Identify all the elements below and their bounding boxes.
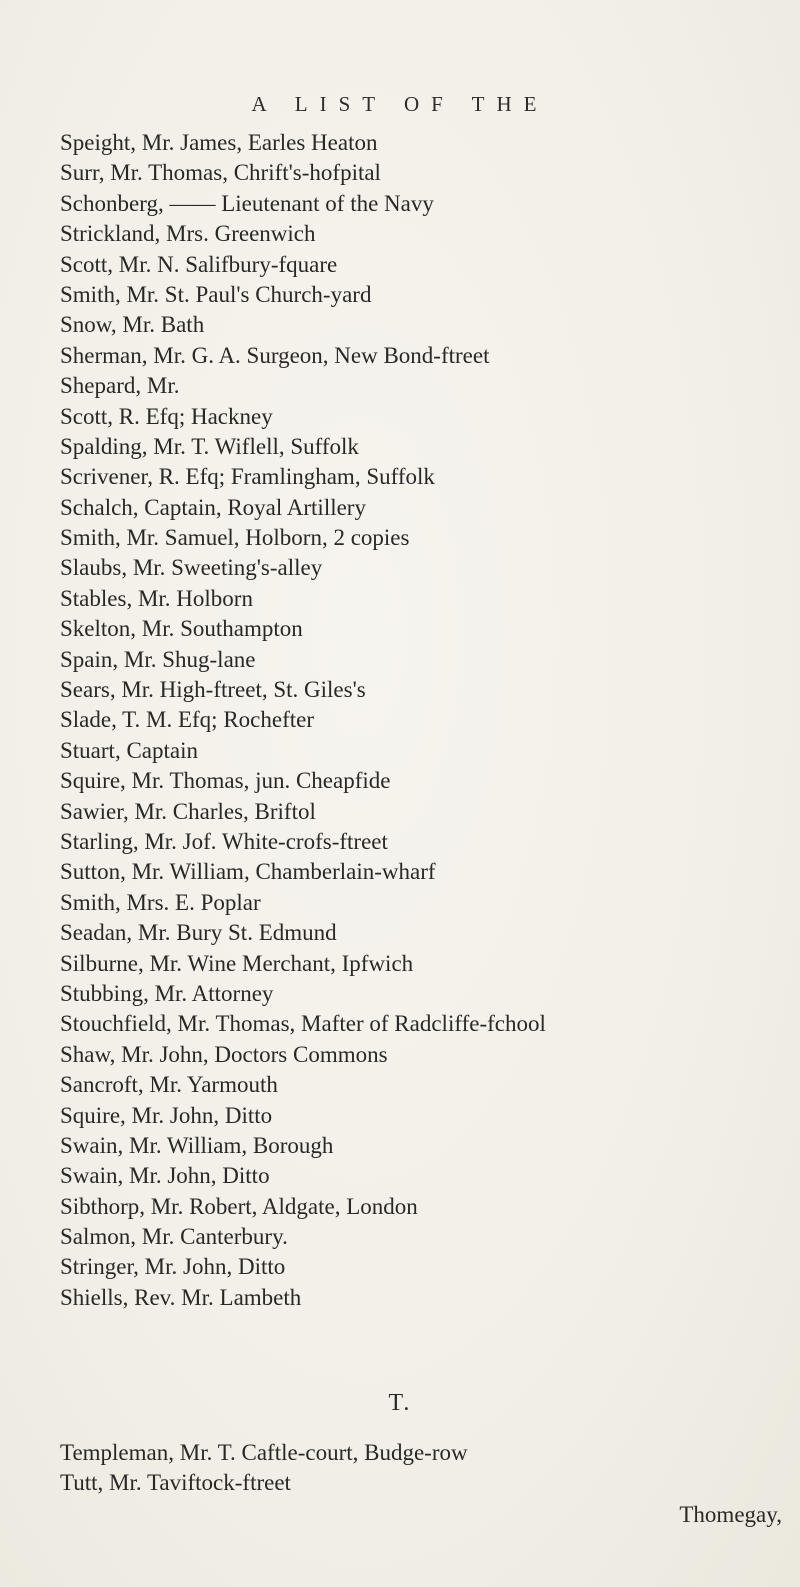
list-entry: Templeman, Mr. T. Caftle-court, Budge-row: [60, 1440, 468, 1465]
list-entry: Speight, Mr. James, Earles Heaton: [60, 130, 378, 155]
list-entry: Sancroft, Mr. Yarmouth: [60, 1072, 278, 1098]
catchword: Thomegay,: [679, 1502, 782, 1527]
list-entry: Squire, Mr. Thomas, jun. Cheapfide: [60, 768, 391, 794]
list-entry: Schalch, Captain, Royal Artillery: [60, 494, 366, 520]
list-entry: Scott, Mr. N. Salifbury-fquare: [60, 251, 338, 277]
list-entry: Shiells, Rev. Mr. Lambeth: [60, 1284, 302, 1310]
list-entry: Snow, Mr. Bath: [60, 312, 205, 338]
subscriber-list-t: [60, 1438, 790, 1499]
list-entry: Squire, Mr. John, Ditto: [60, 1102, 273, 1128]
list-entry: Swain, Mr. John, Ditto: [60, 1163, 270, 1189]
list-entry: Stringer, Mr. John, Ditto: [60, 1254, 286, 1280]
list-entry: Salmon, Mr. Canterbury.: [60, 1224, 288, 1250]
list-entry: Slaubs, Mr. Sweeting's-alley: [60, 555, 323, 581]
list-entry: Smith, Mr. St. Paul's Church-yard: [60, 281, 372, 307]
list-entry: Stables, Mr. Holborn: [60, 585, 253, 611]
list-entry: Strickland, Mrs. Greenwich: [60, 221, 316, 247]
list-entry: Sears, Mr. High-ftreet, St. Giles's: [60, 677, 366, 703]
list-entry: Scott, R. Efq; Hackney: [60, 403, 273, 429]
list-entry: Sutton, Mr. William, Chamberlain-wharf: [60, 859, 436, 885]
list-entry: Shaw, Mr. John, Doctors Commons: [60, 1041, 388, 1067]
list-entry: Smith, Mr. Samuel, Holborn, 2 copies: [60, 525, 410, 551]
list-entry: Sherman, Mr. G. A. Surgeon, New Bond-ftreet: [60, 342, 490, 368]
subscriber-list-s: [60, 128, 790, 1313]
running-head: A LIST OF THE: [251, 92, 549, 116]
list-entry: Spalding, Mr. T. Wiflell, Suffolk: [60, 433, 359, 459]
list-entry: Stouchfield, Mr. Thomas, Mafter of Radcliffe-fchool: [60, 1011, 546, 1037]
list-entry: Spain, Mr. Shug-lane: [60, 646, 256, 672]
list-entry: Sibthorp, Mr. Robert, Aldgate, London: [60, 1193, 418, 1219]
list-entry: Starling, Mr. Jof. White-crofs-ftreet: [60, 828, 388, 854]
list-entry: Slade, T. M. Efq; Rochefter: [60, 707, 314, 733]
list-entry: Sawier, Mr. Charles, Briftol: [60, 798, 316, 824]
list-entry: Swain, Mr. William, Borough: [60, 1132, 334, 1158]
list-entry: Stubbing, Mr. Attorney: [60, 980, 274, 1006]
list-entry: Skelton, Mr. Southampton: [60, 616, 303, 642]
list-entry: Silburne, Mr. Wine Merchant, Ipfwich: [60, 950, 414, 976]
list-entry: Seadan, Mr. Bury St. Edmund: [60, 920, 337, 946]
list-entry: Tutt, Mr. Taviftock-ftreet: [60, 1470, 291, 1496]
list-entry: Schonberg, —— Lieutenant of the Navy: [60, 190, 434, 216]
list-entry: Scrivener, R. Efq; Framlingham, Suffolk: [60, 464, 435, 490]
list-entry: Surr, Mr. Thomas, Chrift's-hofpital: [60, 160, 381, 186]
list-entry: Shepard, Mr.: [60, 373, 180, 399]
list-entry: Smith, Mrs. E. Poplar: [60, 889, 261, 915]
list-entry: Stuart, Captain: [60, 737, 198, 763]
section-letter: T.: [388, 1390, 412, 1416]
